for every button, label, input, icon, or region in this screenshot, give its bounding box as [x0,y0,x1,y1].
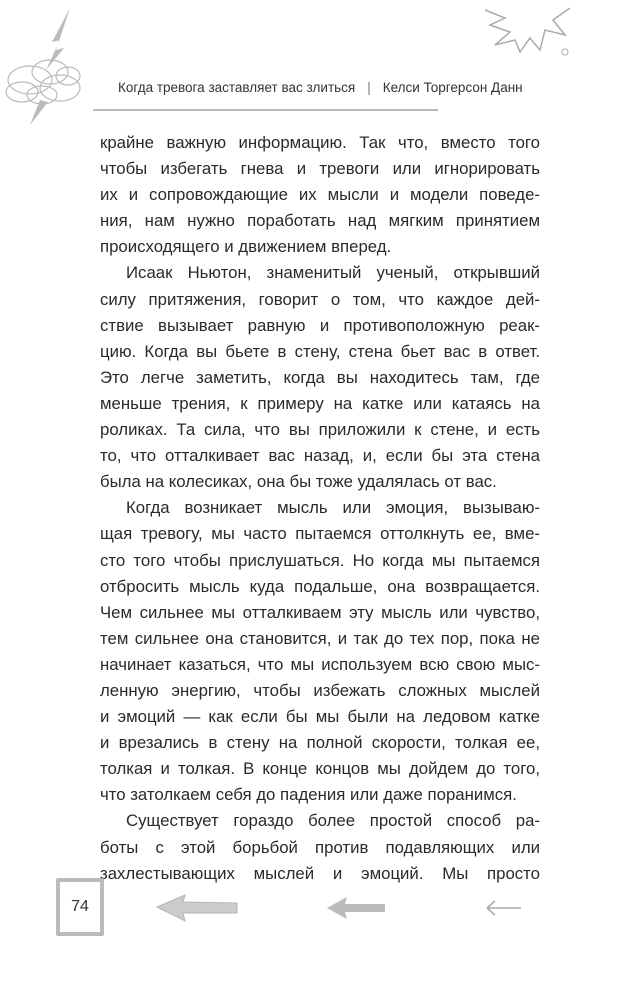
text-line: и эмоций — как если бы мы были на ледовом катке [100,707,540,727]
text-line: происходящего и движением вперед. [100,237,392,257]
page-number: 74 [71,898,89,915]
text-line: была на колесиках, она бы тоже удалялась от вас. [100,472,497,492]
text-line: тем сильнее она становится, и так до тех пор, пока не [100,628,540,648]
starburst-doodle-icon [475,0,585,60]
running-header [118,80,523,95]
author-name: Келси Торгерсон Данн [382,80,523,95]
text-line: силу притяжения, говорит о том, что каждое дей- [100,289,540,309]
text-line: боты с этой борьбой против подавляющих или [100,837,540,857]
text-line: толкая и толкая. В конце концов мы дойдем до того, [100,759,540,779]
text-line: ствие вызывает равную и противоположную реак- [100,315,540,335]
text-line: щая тревогу, мы часто пытаемся оттолкнуть ее, вме- [100,524,540,544]
text-line: ния, нам нужно поработать над мягким принятием [100,211,540,231]
text-line: крайне важную информацию. Так что, вместо того [100,133,540,152]
text-line: Когда возникает мысль или эмоция, вызываю- [126,498,540,518]
text-line: сто того чтобы прислушаться. Но когда мы пытаемся [100,550,540,570]
text-line: отбросить мысль куда подальше, она возвращается. [100,576,540,596]
text-line: и врезались в стену на полной скорости, толкая ее, [100,733,540,753]
body-text [100,130,540,887]
medium-arrow-left-icon [325,895,387,921]
header-rule [93,109,438,111]
header-separator: | [367,80,371,95]
lightning-cloud-doodle-icon [0,0,95,130]
text-line: Это легче заметить, когда вы находитесь там, где [100,367,540,387]
text-line: захлестывающих мыслей и эмоций. Мы просто [100,863,540,883]
text-line: роликах. Та сила, что вы приложили к стене, и есть [100,420,540,440]
large-arrow-left-icon [155,893,240,923]
text-line: начинает казаться, что мы используем всю свою мыс- [100,654,540,674]
text-line: чтобы избегать гнева и тревоги или игнорировать [100,159,540,179]
text-line: их и сопровождающие их мысли и модели поведе- [100,185,540,205]
text-line: ленную энергию, чтобы избежать сложных мыслей [100,680,540,700]
small-arrow-left-icon [485,898,525,918]
text-line: то, что отталкивает вас назад, и, если бы эта стена [100,446,540,466]
text-line: Чем сильнее мы отталкиваем эту мысль или чувство, [100,602,540,622]
book-title: Когда тревога заставляет вас злиться [118,80,356,95]
text-line: Исаак Ньютон, знаменитый ученый, открывший [126,263,540,283]
text-line: Существует гораздо более простой способ ра- [126,811,540,831]
text-line: меньше трения, к примеру на катке или катаясь на [100,393,540,413]
text-line: что затолкаем себя до падения или даже поранимся. [100,785,517,805]
text-line: цию. Когда вы бьете в стену, стена бьет вас в ответ. [100,341,540,361]
page-number-box [56,878,104,936]
